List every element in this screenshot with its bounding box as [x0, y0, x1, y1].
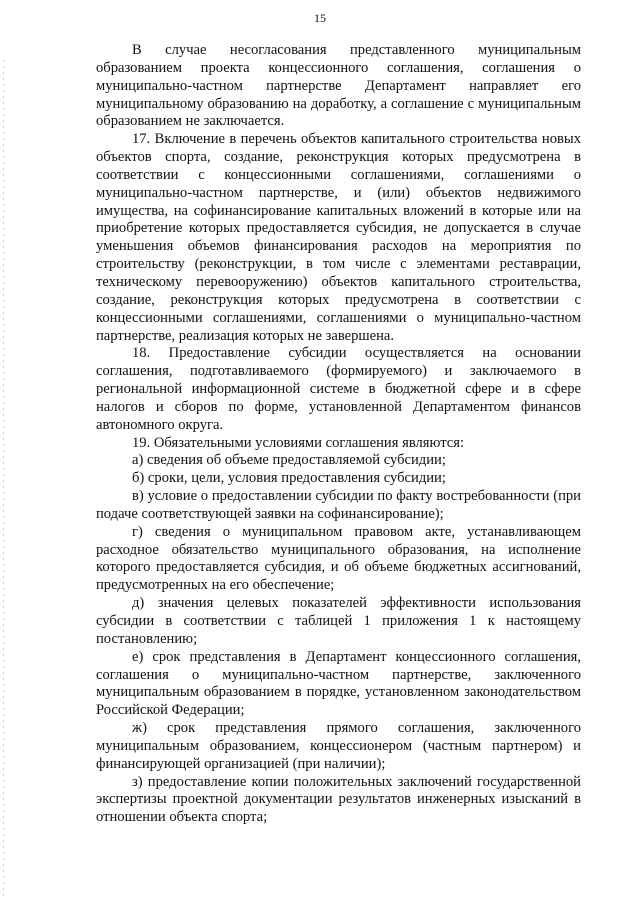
- list-item-e: е) срок представления в Департамент концессионного соглашения, соглашения о муниципально-частном партнерстве, заключенного муниципальным образованием в порядке, установленном законодательством Российской Федерации;: [96, 648, 581, 719]
- list-item-d: д) значения целевых показателей эффективности использования субсидии в соответствии с таблицей 1 приложения 1 к настоящему постановлению;: [96, 595, 581, 647]
- page-number: 15: [314, 11, 326, 25]
- document-body: [96, 42, 581, 827]
- scan-edge-mark: [3, 60, 4, 900]
- paragraph-17: 17. Включение в перечень объектов капитального строительства новых объектов спорта, создание, реконструкция которых предусмотрена в соответствии с концессионными соглашениями, соглашениями о муниципально-частном партнерстве, и (или) объектов недвижимого имущества, на софинансирование капитальных вложений в которые или на приобретение которых предоставляется субсидия, не допускается в случае уменьшения объемов финансирования расходов на мероприятия по строительству (реконструкции, в том числе с элементами реставрации, техническому перевооружению) объектов капитального строительства, создание, реконструкция которых предусмотрена в соответствии с концессионными соглашениями, соглашениями о муниципально-частном партнерстве, реализация которых не завершена.: [96, 131, 581, 344]
- list-item-g: г) сведения о муниципальном правовом акте, устанавливающем расходное обязательство муниципального образования, на исполнение которого предоставляется субсидия, и об объеме бюджетных ассигнований, предусмотренных на его обеспечение;: [96, 523, 581, 594]
- list-item-z: з) предоставление копии положительных заключений государственной экспертизы проектной документации результатов инженерных изысканий в отношении объекта спорта;: [96, 773, 581, 826]
- paragraph-rejection: В случае несогласования представленного муниципальным образованием проекта концессионного соглашения, соглашения о муниципально-частном партнерстве Департамент направляет его муниципальному образованию на доработку, а соглашение с муниципальным образованием не заключается.: [96, 42, 581, 130]
- list-item-b: б) сроки, цели, условия предоставления субсидии;: [132, 470, 446, 487]
- list-item-a: а) сведения об объеме предоставляемой субсидии;: [132, 452, 446, 469]
- paragraph-19: 19. Обязательными условиями соглашения являются:: [132, 434, 465, 451]
- list-item-zh: ж) срок представления прямого соглашения, заключенного муниципальным образованием, концессионером (частным партнером) и финансирующей организацией (при наличии);: [96, 720, 581, 772]
- list-item-v: в) условие о предоставлении субсидии по факту востребованности (при подаче соответствующей заявки на софинансирование);: [96, 488, 581, 522]
- paragraph-18: 18. Предоставление субсидии осуществляется на основании соглашения, подготавливаемого (формируемого) и заключаемого в региональной информационной системе в бюджетной сфере и в сфере налогов и сборов по форме, установленной Департаментом финансов автономного округа.: [96, 345, 581, 433]
